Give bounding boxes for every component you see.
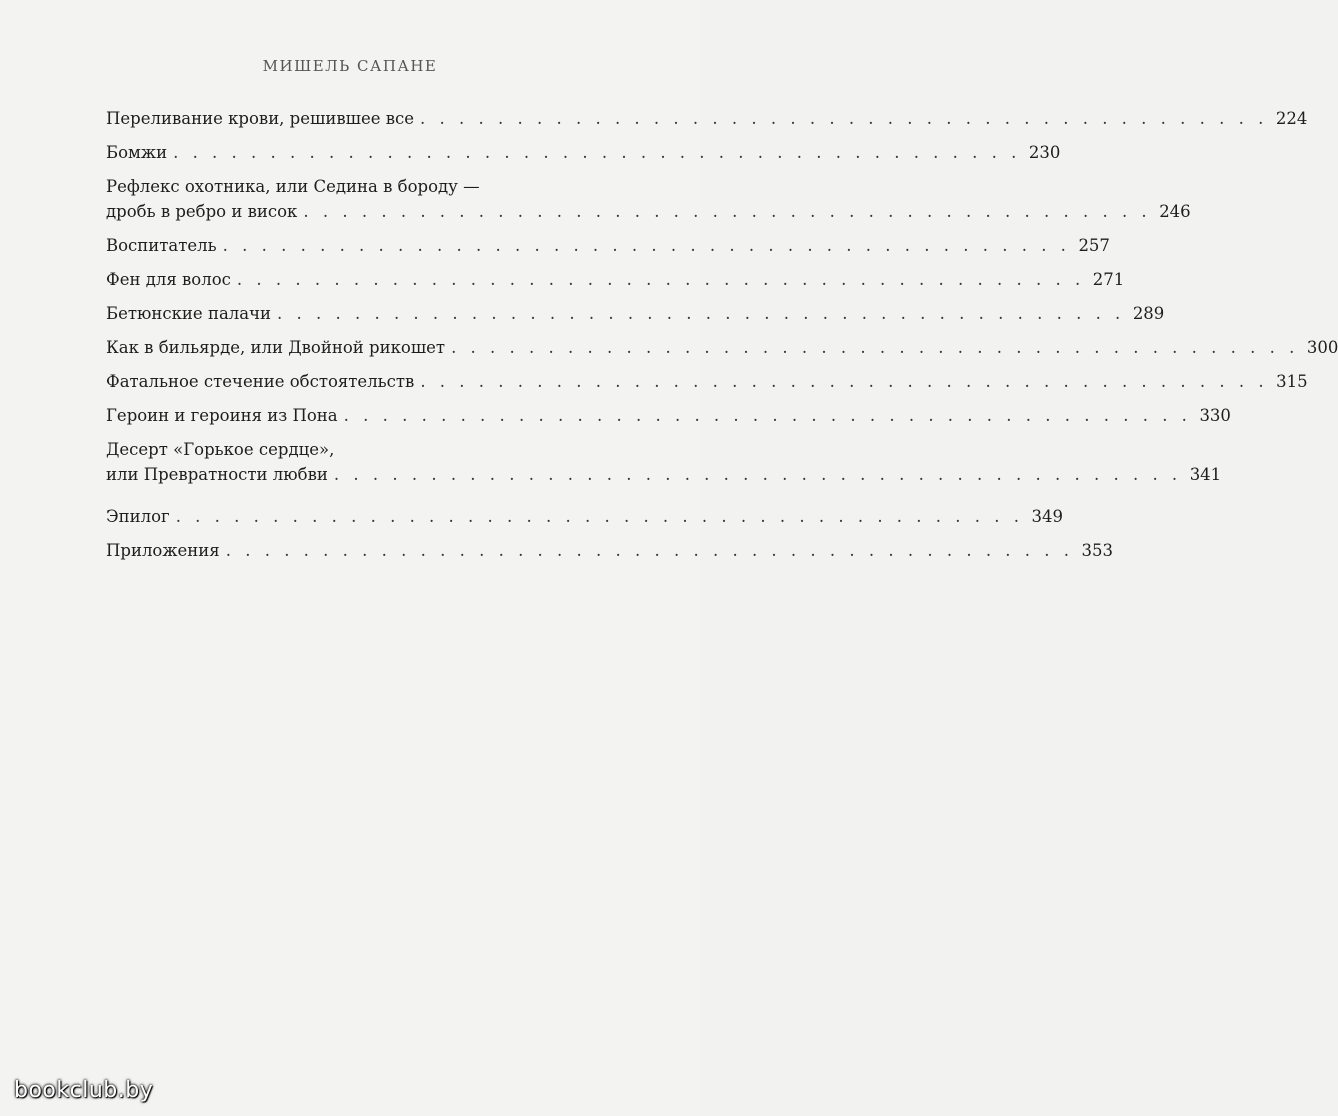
- leader-dots: . . . . . . . . . . . . . . . . . . . . . . . . . . . . . . . . . . . . . . . . . . . .: [225, 541, 1074, 560]
- toc-entry-title: Приложения: [106, 541, 220, 560]
- leader-dots: . . . . . . . . . . . . . . . . . . . . . . . . . . . . . . . . . . . . . . . . . . . .: [451, 338, 1299, 357]
- running-head: МИШЕЛЬ САПАНЕ: [262, 57, 438, 75]
- leader-dots: . . . . . . . . . . . . . . . . . . . . . . . . . . . . . . . . . . . . . . . . . . . .: [222, 236, 1071, 255]
- toc-entry-title: Фен для волос: [106, 270, 231, 289]
- toc-entry-page: 300: [1306, 338, 1338, 357]
- toc-entry-title: Бетюнские палачи: [106, 304, 271, 323]
- toc-entry-page: 315: [1276, 372, 1308, 391]
- leader-dots: . . . . . . . . . . . . . . . . . . . . . . . . . . . . . . . . . . . . . . . . . . . .: [303, 202, 1152, 221]
- toc-entry-title-continued: или Превратности любви: [106, 465, 328, 484]
- leader-dots: . . . . . . . . . . . . . . . . . . . . . . . . . . . . . . . . . . . . . . . . . . . .: [420, 109, 1268, 128]
- toc-entry-title: Десерт «Горькое сердце»,: [106, 440, 335, 459]
- leader-dots: . . . . . . . . . . . . . . . . . . . . . . . . . . . . . . . . . . . . . . . . . . . .: [173, 143, 1021, 162]
- leader-dots: . . . . . . . . . . . . . . . . . . . . . . . . . . . . . . . . . . . . . . . . . . . .: [277, 304, 1125, 323]
- toc-entry: [106, 335, 1338, 360]
- leader-dots: . . . . . . . . . . . . . . . . . . . . . . . . . . . . . . . . . . . . . . . . . . . .: [175, 507, 1024, 526]
- toc-entry-page: 257: [1078, 236, 1110, 255]
- leader-dots: . . . . . . . . . . . . . . . . . . . . . . . . . . . . . . . . . . . . . . . . . . . .: [236, 270, 1085, 289]
- leader-dots: . . . . . . . . . . . . . . . . . . . . . . . . . . . . . . . . . . . . . . . . . . . .: [343, 406, 1192, 425]
- toc-entry: [106, 174, 1191, 224]
- toc-entry-title: Фатальное стечение обстоятельств: [106, 372, 415, 391]
- leader-dots: . . . . . . . . . . . . . . . . . . . . . . . . . . . . . . . . . . . . . . . . . . . .: [333, 465, 1182, 484]
- toc-entry-page: 353: [1081, 541, 1114, 560]
- toc-entry-title: Рефлекс охотника, или Седина в бороду —: [106, 177, 480, 196]
- toc-entry: [106, 538, 1114, 563]
- toc-entry-title: Бомжи: [106, 143, 168, 162]
- toc-entry-title: Героин и героиня из Пона: [106, 406, 338, 425]
- toc-entry: [106, 233, 1110, 258]
- toc-entry: [106, 267, 1125, 292]
- toc-entry-page: 230: [1028, 143, 1061, 162]
- toc-entry-page: 349: [1031, 507, 1063, 526]
- toc-entry-title: Переливание крови, решившее все: [106, 109, 415, 128]
- toc-entry-page: 246: [1159, 202, 1191, 221]
- toc-entry: [106, 369, 1308, 394]
- toc-entry-page: 271: [1092, 270, 1125, 289]
- toc-entry: [106, 106, 1308, 131]
- toc-entry-title: Воспитатель: [106, 236, 217, 255]
- toc-entry: [106, 504, 1063, 529]
- toc-entry: [106, 437, 1222, 487]
- toc-entry-page: 341: [1189, 465, 1222, 484]
- watermark: bookclub.by: [14, 1078, 154, 1103]
- toc-entry-title-continued: дробь в ребро и висок: [106, 202, 298, 221]
- toc-entry: [106, 403, 1231, 428]
- toc-entry-title: Эпилог: [106, 507, 170, 526]
- leader-dots: . . . . . . . . . . . . . . . . . . . . . . . . . . . . . . . . . . . . . . . . . . . .: [420, 372, 1269, 391]
- toc-entry-page: 330: [1199, 406, 1231, 425]
- toc-entry-title: Как в бильярде, или Двойной рикошет: [106, 338, 446, 357]
- toc-entry-page: 289: [1132, 304, 1165, 323]
- table-of-contents: [106, 106, 1338, 572]
- toc-entry: [106, 140, 1061, 165]
- toc-entry: [106, 301, 1165, 326]
- toc-entry-page: 224: [1275, 109, 1308, 128]
